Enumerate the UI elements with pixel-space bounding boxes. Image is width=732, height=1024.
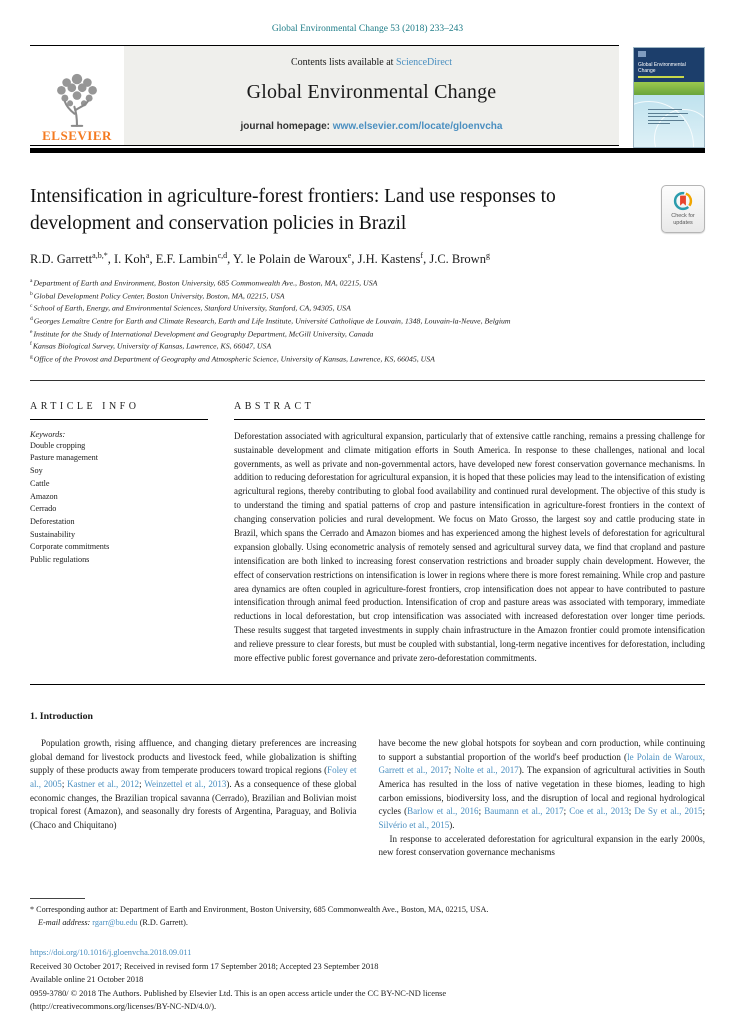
keyword: Sustainability bbox=[30, 529, 76, 539]
cover-title: Global Environmental Change bbox=[638, 62, 686, 74]
cover-publisher-mark bbox=[638, 51, 646, 57]
cover-subtitle-rule bbox=[638, 76, 684, 78]
available-online: Available online 21 October 2018 bbox=[30, 975, 144, 985]
text-segment: ). The expansion of agricultural activities in South America has resulted in the loss of native vegetation in these biomes, leading to high carbon emissions, biodiversity loss, and the disruption of local and regional hydrological cycles ( bbox=[378, 765, 705, 817]
author: E.F. Lambin$^{c,d}$, bbox=[155, 250, 233, 267]
author: I. Koh$^a$, bbox=[113, 250, 156, 267]
citation-link[interactable]: Nolte et al., 2017 bbox=[454, 765, 519, 776]
journal-cover-thumbnail bbox=[633, 47, 705, 148]
contents-prefix: Contents lists available at bbox=[290, 57, 396, 68]
article-info-column bbox=[30, 401, 208, 666]
affiliations bbox=[30, 277, 705, 366]
citation-link[interactable]: Coe et al., 2013 bbox=[569, 806, 629, 817]
check-for-updates-badge[interactable] bbox=[661, 185, 705, 233]
elsevier-wordmark: ELSEVIER bbox=[42, 128, 112, 143]
doi-link[interactable]: https://doi.org/10.1016/j.gloenvcha.2018.09.011 bbox=[30, 948, 192, 958]
keywords-label: Keywords: bbox=[30, 429, 66, 439]
intro-paragraph bbox=[379, 737, 706, 833]
intro-paragraph bbox=[379, 833, 706, 860]
journal-title: Global Environmental Change bbox=[246, 81, 497, 103]
citation-link[interactable]: Baumann et al., 2017 bbox=[484, 806, 564, 817]
citation-link[interactable]: Barlow et al., 2016 bbox=[407, 806, 479, 817]
keyword: Amazon bbox=[30, 491, 58, 501]
citation-link[interactable]: De Sy et al., 2015 bbox=[634, 806, 703, 817]
sciencedirect-link[interactable]: ScienceDirect bbox=[395, 57, 453, 68]
text-segment: ; bbox=[61, 778, 68, 789]
article-info-rule bbox=[30, 419, 208, 420]
publication-info bbox=[30, 946, 705, 1013]
text-segment: ; bbox=[702, 806, 705, 817]
keyword: Deforestation bbox=[30, 516, 75, 526]
elsevier-tree-icon bbox=[51, 68, 103, 130]
abstract-heading: ABSTRACT bbox=[234, 400, 315, 412]
citation-link[interactable]: Silvério et al., 2015 bbox=[378, 819, 450, 830]
email-label: E-mail address: bbox=[38, 917, 93, 927]
check-updates-label: Check for updates bbox=[671, 212, 695, 226]
abstract-column bbox=[234, 401, 705, 666]
text-segment: Population growth, rising affluence, and changing dietary preferences are increasing global demand for livestock products and livestock feed, while globalization is shifting supply of these products away from temperate producers toward tropical regions ( bbox=[30, 737, 357, 776]
author: Y. le Polain de Waroux$^e$, bbox=[232, 250, 358, 267]
keyword: Cerrado bbox=[30, 504, 57, 514]
affiliation: $^a$Department of Earth and Environment, Boston University, 685 Commonwealth Ave., Boston, MA, 02215, USA bbox=[30, 278, 378, 288]
text-segment: ; bbox=[448, 765, 455, 776]
abstract-text: Deforestation associated with agricultural expansion, particularly that of extensive cattle ranching, remains a pressing challenge for sustainable development and climate mitigation efforts in South America. In response to these challenges, national and local governments, as well as private and non-governmental actors, have developed new forest conservation governance mechanisms. In addition to reducing deforestation for agricultural expansion, it is hoped that these policies may lead to the intensification of existing agricultural regions, thereby contributing to global food availability and continued rural development. The objective of this study is to understand the timing and spatial patterns of crop and pasture intensification in agriculture-forest frontiers in the context of changing conservation policies and rural development. We focus on Mato Grosso, the largest soy and cattle producing state in Brazil, which spans the Cerrado and Amazon biomes and has experienced among the highest levels of deforestation for agricultural expansion globally. Using econometric analysis of remotely sensed and agricultural survey data, we find that cropland and pasture intensification are both linked to increasing forest conservation restrictions and broader supply chain development. However, the effect of conservation restrictions on intensification is lower in regions where there is more forest remaining. While crop and pasture area dynamics are often coupled in agriculture-forest frontiers, crop intensification does not appear to have contributed to pasture intensification through animal feed production. Intensification of crop and pasture areas was associated with temporary, immediate reductions in local deforestation, but crop intensification was associated with increased deforestation over longer time periods. These results suggest that targeted investments in supply chain infrastructure in the Amazon frontier could promote intensification and relieve pressure to clear forests, but must be coupled with substantial, long-term negative incentives for deforestation, including more effective public forest governance and private zero-deforestation commitments. bbox=[234, 430, 705, 663]
keywords-list bbox=[30, 440, 208, 567]
text-segment: ; bbox=[478, 806, 485, 817]
text-segment: ; bbox=[139, 778, 145, 789]
journal-homepage-link[interactable]: www.elsevier.com/locate/gloenvcha bbox=[332, 121, 503, 132]
keyword: Cattle bbox=[30, 478, 50, 488]
journal-banner bbox=[124, 46, 619, 145]
text-segment: ). As a consequence of these global economic changes, the Brazilian tropical savanna (Cerrado), Brazilian and Bolivian moist tropical forest (Amazon), and seasonally dry forests of Argentina, Paraguay, and Bolivia (Chaco and Chiquitano) bbox=[30, 778, 357, 830]
article-info-heading: ARTICLE INFO bbox=[30, 400, 140, 412]
journal-header-main bbox=[30, 45, 619, 146]
intro-left-column bbox=[30, 737, 357, 860]
text-segment: ; bbox=[628, 806, 635, 817]
citation-link[interactable]: Weinzettel et al., 2013 bbox=[144, 778, 227, 789]
email-suffix: (R.D. Garrett). bbox=[137, 917, 188, 927]
affiliation: $^g$Office of the Provost and Department of Geography and Atmospheric Science, University of Kansas, Lawrence, KS, 66045, USA bbox=[30, 354, 435, 364]
text-segment: ). bbox=[449, 819, 455, 830]
elsevier-logo bbox=[30, 46, 124, 145]
journal-header bbox=[30, 45, 705, 146]
cover-header bbox=[634, 48, 704, 82]
introduction-heading: 1. Introduction bbox=[30, 710, 93, 722]
affiliation: $^f$Kansas Biological Survey, University of Kansas, Lawrence, KS, 66047, USA bbox=[30, 341, 272, 351]
keyword: Double cropping bbox=[30, 440, 86, 450]
crossmark-icon bbox=[673, 191, 693, 211]
citation-link[interactable]: le Polain de Waroux, Garrett et al., 2017 bbox=[378, 751, 706, 776]
email-line bbox=[30, 917, 705, 930]
author-line bbox=[30, 251, 705, 267]
license-url: (http://creativecommons.org/licenses/BY-NC-ND/4.0/). bbox=[30, 1002, 217, 1012]
citation-link[interactable]: Kastner et al., 2012 bbox=[67, 778, 140, 789]
section-divider bbox=[30, 684, 705, 685]
affiliation: $^e$Institute for the Study of International Development and Geography Department, McGill University, Canada bbox=[30, 328, 374, 339]
article-title: Intensification in agriculture-forest frontiers: Land use responses to development and conservation policies in Brazil bbox=[30, 185, 556, 235]
section-divider bbox=[30, 380, 705, 381]
author: R.D. Garrett$^{a,b,*}$, bbox=[30, 250, 114, 267]
header-rule bbox=[30, 148, 705, 153]
citation-link[interactable]: Foley et al., 2005 bbox=[30, 765, 357, 789]
text-segment: ; bbox=[563, 806, 570, 817]
running-head-citation: Global Environmental Change 53 (2018) 233–243 bbox=[271, 24, 464, 34]
text-segment: have become the new global hotspots for soybean and corn production, while continuing to support a substantial proportion of the world's beef production ( bbox=[378, 737, 705, 762]
homepage-prefix: journal homepage: bbox=[240, 121, 333, 132]
footnote-rule bbox=[30, 898, 85, 899]
cover-text-lines bbox=[648, 109, 688, 127]
intro-right-column bbox=[379, 737, 706, 860]
intro-paragraph bbox=[30, 737, 357, 833]
contents-line bbox=[124, 57, 619, 68]
homepage-line bbox=[124, 121, 619, 132]
keyword: Pasture management bbox=[30, 453, 98, 463]
email-link[interactable]: rgarr@bu.edu bbox=[92, 917, 138, 927]
affiliation: $^b$Global Development Policy Center, Boston University, Boston, MA, 02215, USA bbox=[30, 290, 285, 301]
affiliation: $^d$Georges Lemaître Centre for Earth and Climate Research, Earth and Life Institute, Université Catholique de Louvain, 1348, Louvain-la-Neuve, Belgium bbox=[30, 316, 511, 326]
corresponding-author-note: * Corresponding author at: Department of Earth and Environment, Boston University, 685 Commonwealth Ave., Boston, MA, 02215, USA. bbox=[30, 904, 489, 914]
keyword: Soy bbox=[30, 466, 43, 476]
keyword: Corporate commitments bbox=[30, 542, 110, 552]
keyword: Public regulations bbox=[30, 555, 90, 565]
cover-art bbox=[634, 95, 704, 148]
cover-green-band bbox=[634, 82, 704, 95]
author: J.H. Kastens$^f$, bbox=[357, 250, 430, 267]
author: J.C. Brown$^g$ bbox=[429, 250, 490, 267]
affiliation: $^c$School of Earth, Energy, and Environmental Sciences, Stanford University, Stanford, CA, 94305, USA bbox=[30, 303, 351, 313]
text-segment: In response to accelerated deforestation for agricultural expansion in the early 2000s, new forest conservation governance mechanisms bbox=[378, 833, 705, 858]
received-dates: Received 30 October 2017; Received in revised form 17 September 2018; Accepted 23 September 2018 bbox=[30, 961, 379, 971]
abstract-rule bbox=[234, 419, 705, 420]
copyright-line: 0959-3780/ © 2018 The Authors. Published by Elsevier Ltd. This is an open access article under the CC BY-NC-ND license bbox=[30, 988, 447, 998]
